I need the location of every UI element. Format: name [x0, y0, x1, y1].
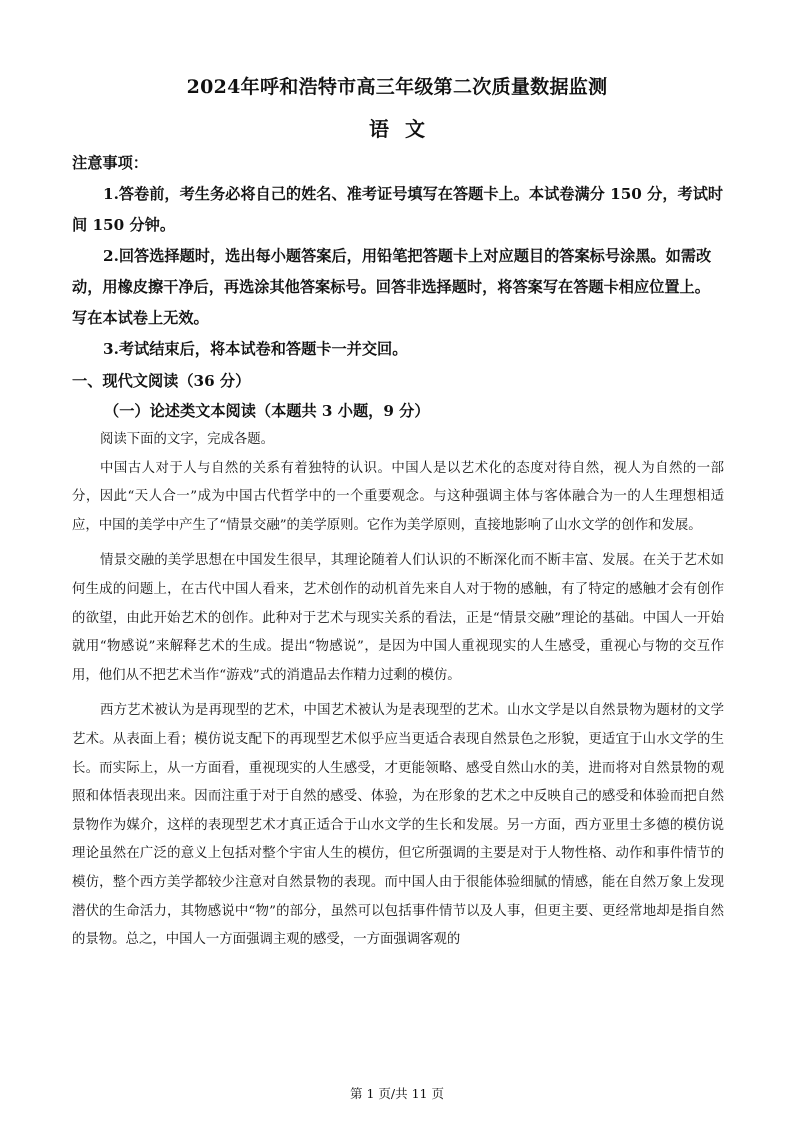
- notice-item-1: 1.答卷前，考生务必将自己的姓名、准考证号填写在答题卡上。本试卷满分 150 分，考试时间 150 分钟。: [72, 185, 724, 234]
- passage-paragraph: 情景交融的美学思想在中国发生很早，其理论随着人们认识的不断深化而不断丰富、发展。在关于艺术如何生成的问题上，在古代中国人看来，艺术创作的动机首先来自人对于物的感触，有了特定的感触才会有创作的欲望，由此开始艺术的创作。此种对于艺术与现实关系的看法，正是“情景交融”理论的基础。中国人一开始就用“物感说”来解释艺术的生成。提出“物感说”，是因为中国人重视现实的人生感受，重视心与物的交互作用，他们从不把艺术当作“游戏”式的消遣品去作精力过剩的模仿。: [72, 553, 724, 683]
- notice-heading: 注意事项：: [72, 154, 148, 172]
- passage-paragraph: 西方艺术被认为是再现型的艺术，中国艺术被认为是表现型的艺术。山水文学是以自然景物为题材的文学艺术。从表面上看；模仿说支配下的再现型艺术似乎应当更适合表现自然景色之形貌，更适宜于山水文学的生长。而实际上，从一方面看，重视现实的人生感受，才更能领略、感受自然山水的美，进而将对自然景物的观照和体悟表现出来。因而注重于对于自然的感受、体验，为在形象的艺术之中反映自己的感受和体验而把自然景物作为媒介，这样的表现型艺术才真正适合于山水文学的生长和发展。另一方面，西方亚里士多德的模仿说理论虽然在广泛的意义上包括对整个宇宙人生的模仿，但它所强调的主要是对于人物性格、动作和事件情节的模仿，整个西方美学都较少注意对自然景物的表现。而中国人由于很能体验细腻的情感，能在自然万象上发现潜伏的生命活力，其物感说中“物”的部分，虽然可以包括事件情节以及人事，但更主要、更经常地却是指自然的景物。总之，中国人一方面强调主观的感受，一方面强调客观的: [72, 703, 724, 948]
- exam-title: 2024年呼和浩特市高三年级第二次质量数据监测: [186, 76, 608, 98]
- page-number: 第 1 页/共 11 页: [350, 1086, 444, 1101]
- reading-passage: [72, 426, 724, 955]
- subject-title: 语文: [369, 117, 441, 141]
- section-heading: 一、现代文阅读（36 分）: [72, 372, 251, 390]
- notice-item-3: 3.考试结束后，将本试卷和答题卡一并交回。: [103, 340, 408, 358]
- subsection-heading: （一）论述类文本阅读（本题共 3 小题，9 分）: [104, 402, 430, 420]
- notice-block: [72, 148, 724, 365]
- notice-item-2: 2.回答选择题时，选出每小题答案后，用铅笔把答题卡上对应题目的答案标号涂黑。如需改动，用橡皮擦干净后，再选涂其他答案标号。回答非选择题时，将答案写在答题卡相应位置上。写在本试卷上无效。: [72, 247, 712, 327]
- reading-instruction: 阅读下面的文字，完成各题。: [100, 432, 275, 447]
- passage-paragraph: 中国古人对于人与自然的关系有着独特的认识。中国人是以艺术化的态度对待自然，视人为自然的一部分，因此“天人合一”成为中国古代哲学中的一个重要观念。与这种强调主体与客体融合为一的人生理想相适应，中国的美学中产生了“情景交融”的美学原则。它作为美学原则，直接地影响了山水文学的创作和发展。: [72, 460, 724, 533]
